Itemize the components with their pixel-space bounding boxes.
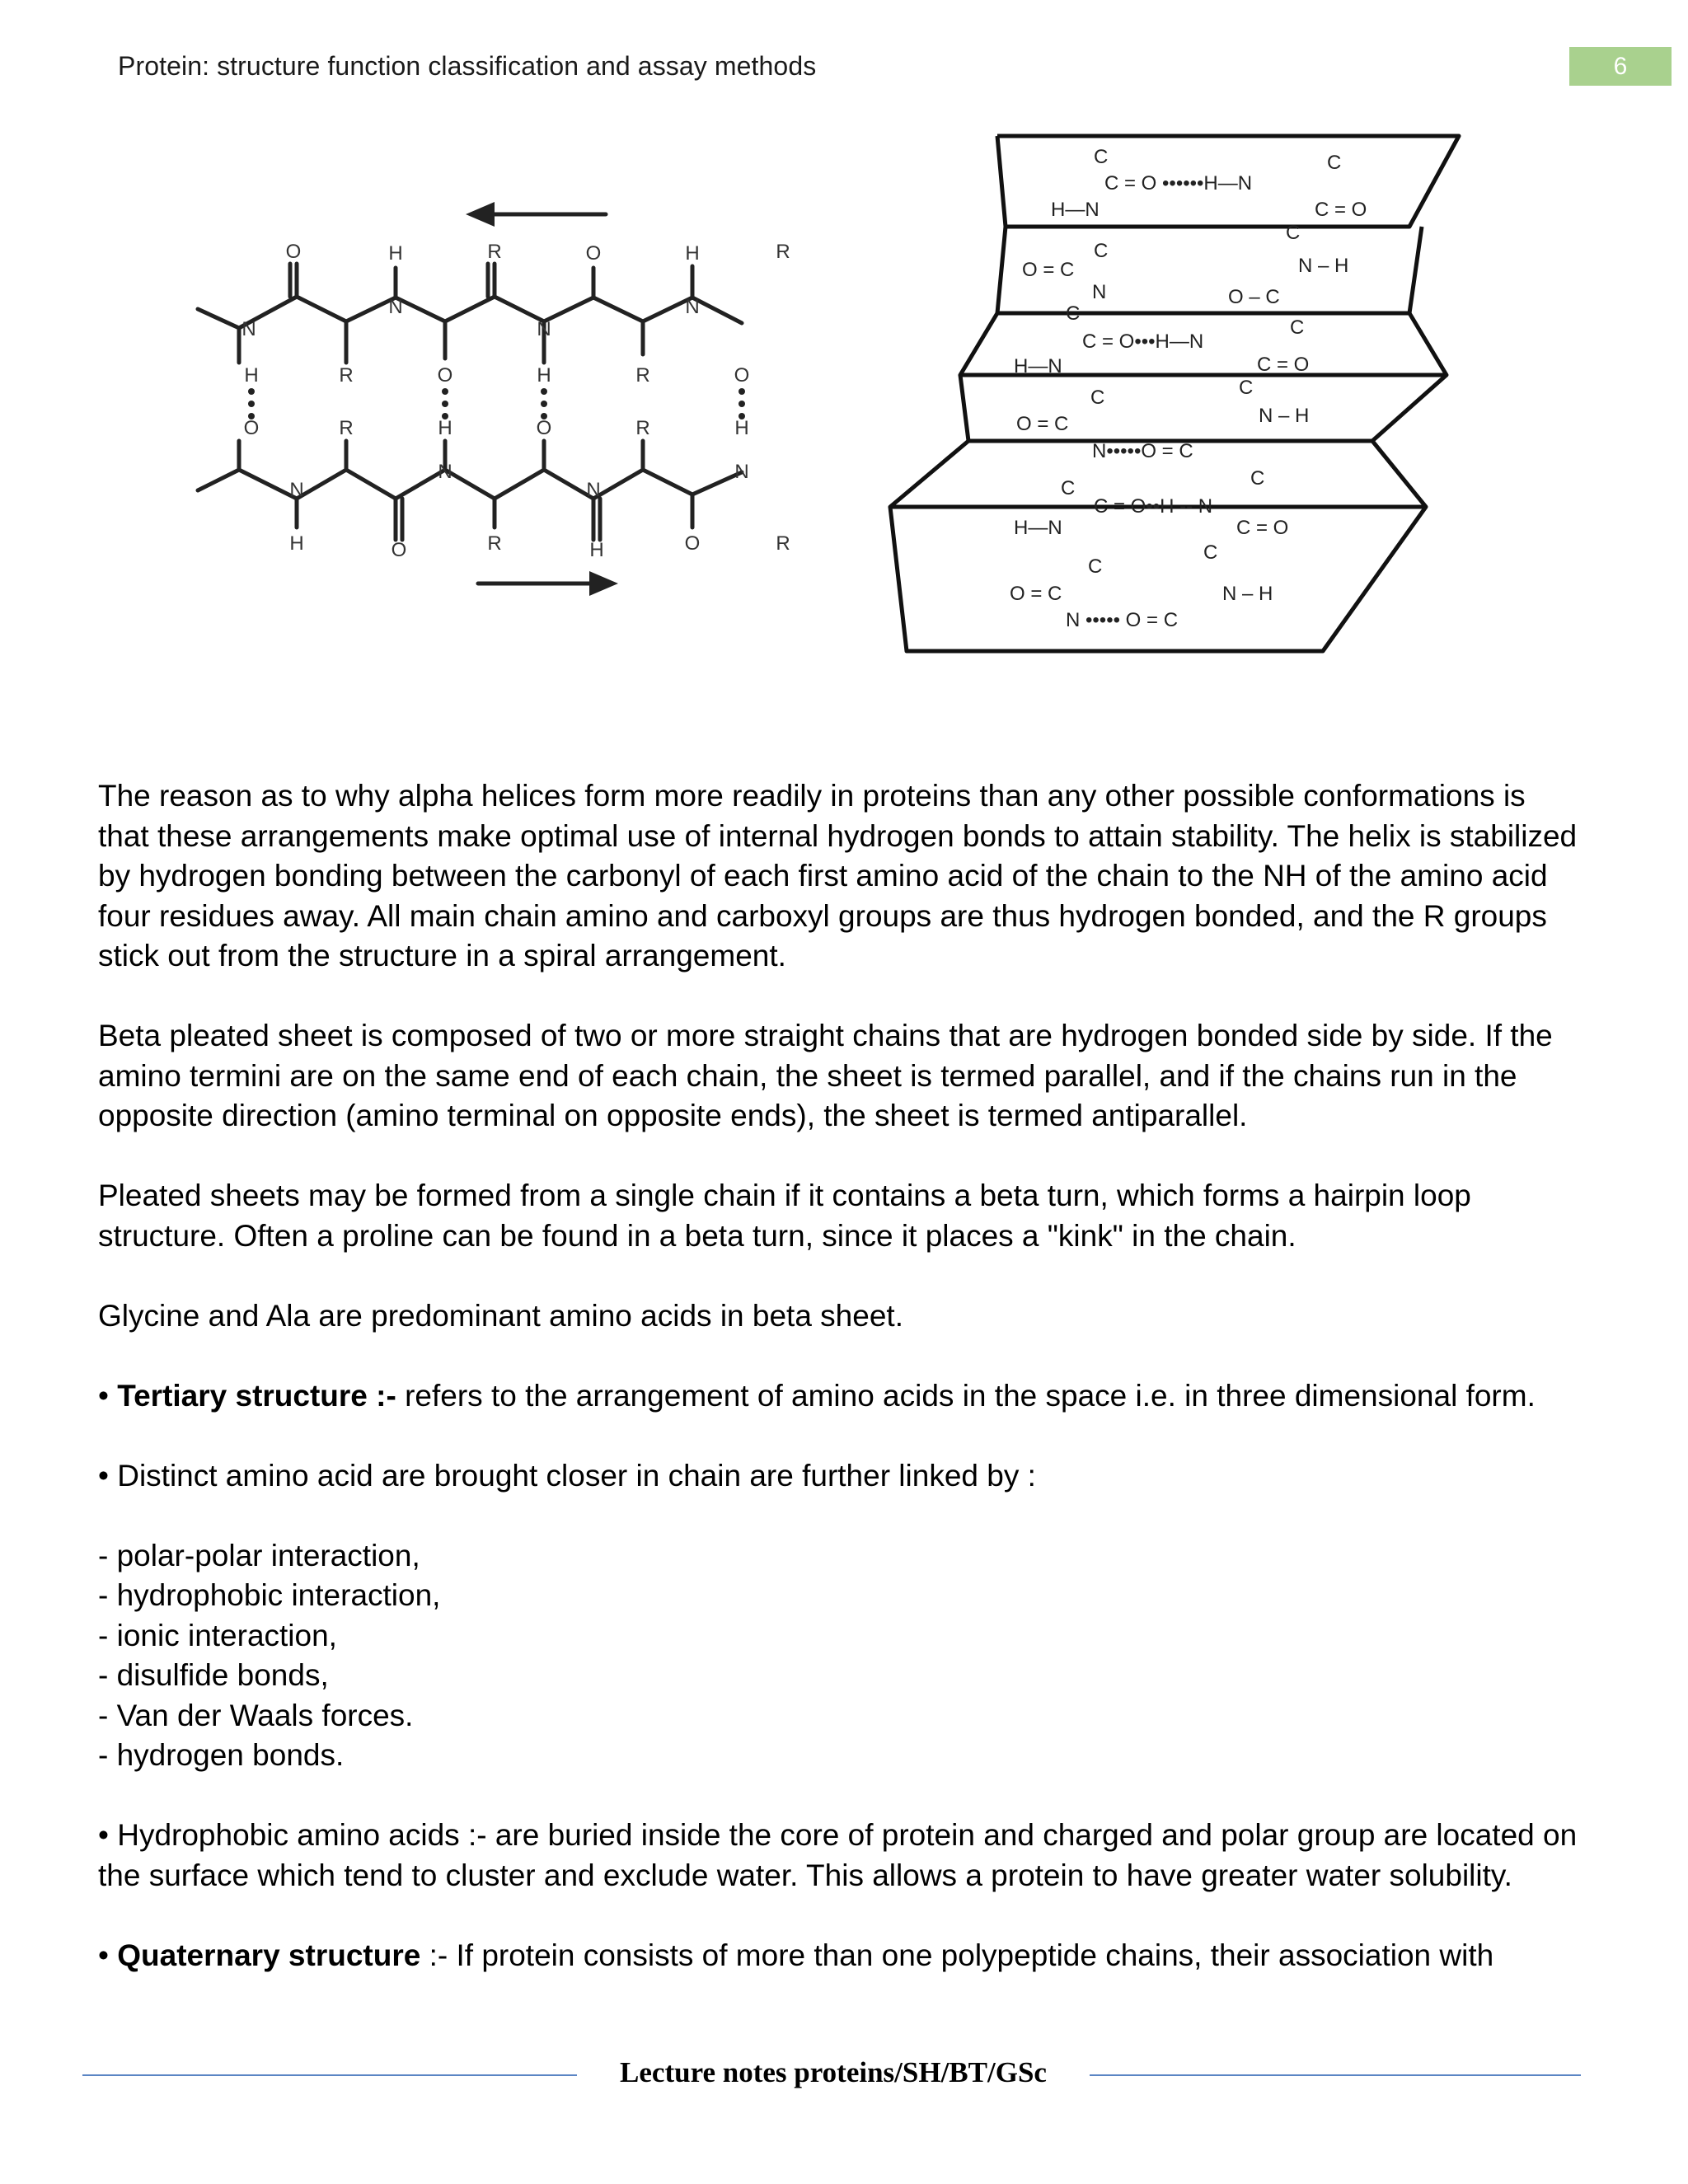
top-lower-label-3: O — [437, 364, 453, 387]
bottom-upper-label-5: R — [635, 417, 650, 439]
pleated-bond-6: O – C — [1228, 286, 1280, 308]
bullet: • — [98, 1938, 118, 1972]
quaternary-text: :- If protein consists of more than one polypeptide chains, their association with — [420, 1938, 1494, 1972]
pleated-group-c-o-2: C = O — [1257, 354, 1310, 376]
bottom-n-3: N — [586, 479, 601, 501]
bottom-upper-label-2: R — [339, 417, 354, 439]
pleated-bond-2: C = O•••H—N — [1082, 330, 1204, 353]
bottom-n-4: N — [734, 461, 749, 483]
top-lower-label-5: R — [635, 364, 650, 387]
top-lower-label-4: H — [537, 364, 551, 387]
pleated-c-5: C — [1066, 302, 1081, 325]
paragraph-hydrophobic: • Hydrophobic amino acids :- are buried inside the core of protein and charged and polar group are located on the surface which tend to cluster and exclude water. This allows a protein to have greater water solubility. — [98, 1818, 1578, 1892]
bottom-upper-label-3: H — [438, 417, 452, 439]
bullet: • — [98, 1378, 118, 1413]
top-upper-label-2: H — [388, 242, 403, 265]
footer-text: Lecture notes proteins/SH/BT/GSc — [620, 2056, 1047, 2088]
bottom-lower-label-6: R — [776, 532, 790, 555]
antiparallel-sheet-figure — [190, 194, 849, 622]
pleated-group-n-h-1: N – H — [1298, 255, 1349, 277]
pleated-group-n-h-3: N – H — [1222, 583, 1273, 605]
pleated-c-1: C — [1094, 146, 1109, 168]
bottom-lower-label-3: R — [487, 532, 502, 555]
pleated-n-1: N — [1092, 281, 1107, 303]
main-content — [98, 776, 1582, 1975]
list-item: - hydrogen bonds. — [98, 1738, 345, 1772]
pleated-group-h-n-3: H—N — [1014, 517, 1062, 539]
list-item: - hydrophobic interaction, — [98, 1578, 441, 1612]
paragraph-quaternary — [98, 1936, 1582, 1976]
term-quaternary: Quaternary structure — [117, 1938, 421, 1972]
bottom-upper-label-4: O — [536, 417, 552, 439]
top-lower-label-1: H — [244, 364, 259, 387]
bottom-lower-label-1: H — [289, 532, 304, 555]
list-item: - polar-polar interaction, — [98, 1538, 420, 1572]
top-upper-label-3: R — [487, 241, 502, 263]
pleated-group-n-h-2: N – H — [1259, 405, 1310, 427]
list-item: - ionic interaction, — [98, 1618, 337, 1652]
paragraph-tertiary — [98, 1376, 1582, 1417]
pleated-c-11: C — [1088, 555, 1103, 578]
pleated-bond-4: C = O••H -- N — [1094, 495, 1213, 518]
pleated-group-h-n-1: H—N — [1051, 199, 1100, 221]
top-upper-label-1: O — [285, 241, 302, 263]
top-upper-label-5: H — [685, 242, 700, 265]
bottom-upper-label-6: H — [734, 417, 749, 439]
bottom-lower-label-2: O — [391, 539, 407, 561]
footer-divider-right — [1090, 2074, 1581, 2076]
bottom-n-2: N — [438, 461, 452, 483]
pleated-bond-3: N•••••O = C — [1092, 440, 1193, 462]
pleated-c-7: C — [1090, 387, 1105, 409]
tertiary-text: refers to the arrangement of amino acids in the space i.e. in three dimensional form. — [396, 1378, 1536, 1413]
footer-divider-left — [82, 2074, 577, 2076]
page-header-title: Protein: structure function classification and assay methods — [118, 51, 817, 81]
bottom-lower-label-5: O — [684, 532, 701, 555]
pleated-group-c-o-3: C = O — [1236, 517, 1289, 539]
top-upper-label-6: R — [776, 241, 790, 263]
top-lower-label-6: O — [734, 364, 750, 387]
page-number-badge: 6 — [1569, 47, 1672, 86]
list-item: - disulfide bonds, — [98, 1658, 329, 1692]
paragraph-beta-turn: Pleated sheets may be formed from a single chain if it contains a beta turn, which forms a hairpin loop structure. Often a proline can be found in a beta turn, since it places a "kink" in the chain. — [98, 1179, 1471, 1253]
top-n-4: N — [685, 296, 700, 318]
paragraph-glycine: Glycine and Ala are predominant amino acids in beta sheet. — [98, 1298, 903, 1333]
pleated-c-8: C — [1239, 377, 1254, 399]
pleated-group-o-c-3: O = C — [1010, 583, 1062, 605]
bottom-lower-label-4: H — [589, 539, 604, 561]
bottom-n-1: N — [289, 479, 304, 501]
pleated-c-6: C — [1290, 316, 1305, 339]
paragraph-beta-sheet: Beta pleated sheet is composed of two or more straight chains that are hydrogen bonded side by side. If the amino termini are on the same end of each chain, the sheet is termed parallel, and if the chains run in the opposite direction (amino terminal on opposite ends), the sheet is termed antiparallel. — [98, 1019, 1553, 1132]
pleated-group-o-c-2: O = C — [1016, 413, 1069, 435]
top-n-3: N — [537, 318, 551, 340]
pleated-group-c-o-1: C = O — [1315, 199, 1367, 221]
pleated-group-o-c-1: O = C — [1022, 259, 1075, 281]
pleated-bond-5: N ••••• O = C — [1066, 609, 1179, 631]
top-n-2: N — [388, 296, 403, 318]
top-lower-label-2: R — [339, 364, 354, 387]
pleated-group-h-n-2: H—N — [1014, 355, 1062, 377]
list-item: - Van der Waals forces. — [98, 1698, 414, 1732]
pleated-c-12: C — [1203, 541, 1218, 564]
top-n-1: N — [241, 318, 256, 340]
term-tertiary: Tertiary structure :- — [117, 1378, 396, 1413]
top-upper-label-4: O — [585, 242, 602, 265]
pleated-c-9: C — [1250, 467, 1265, 490]
pleated-c-3: C — [1094, 240, 1109, 262]
pleated-sheet-figure — [878, 132, 1488, 668]
pleated-c-4: C — [1286, 222, 1301, 244]
bottom-upper-label-1: O — [243, 417, 260, 439]
pleated-c-10: C — [1061, 477, 1076, 499]
paragraph-alpha-helix: The reason as to why alpha helices form more readily in proteins than any other possible conformations is that these arrangements make optimal use of internal hydrogen bonds to attain stability. The helix is stabilized by hydrogen bonding between the carbonyl of each first amino acid of the chain to the NH of the amino acid four residues away. All main chain amino and carboxyl groups are thus hydrogen bonded, and the R groups stick out from the structure in a spiral arrangement. — [98, 779, 1578, 972]
pleated-bond-1: C = O ••••••H—N — [1104, 172, 1253, 194]
interactions-list — [98, 1536, 1582, 1776]
paragraph-distinct: • Distinct amino acid are brought closer in chain are further linked by : — [98, 1458, 1036, 1493]
pleated-c-2: C — [1327, 152, 1342, 174]
